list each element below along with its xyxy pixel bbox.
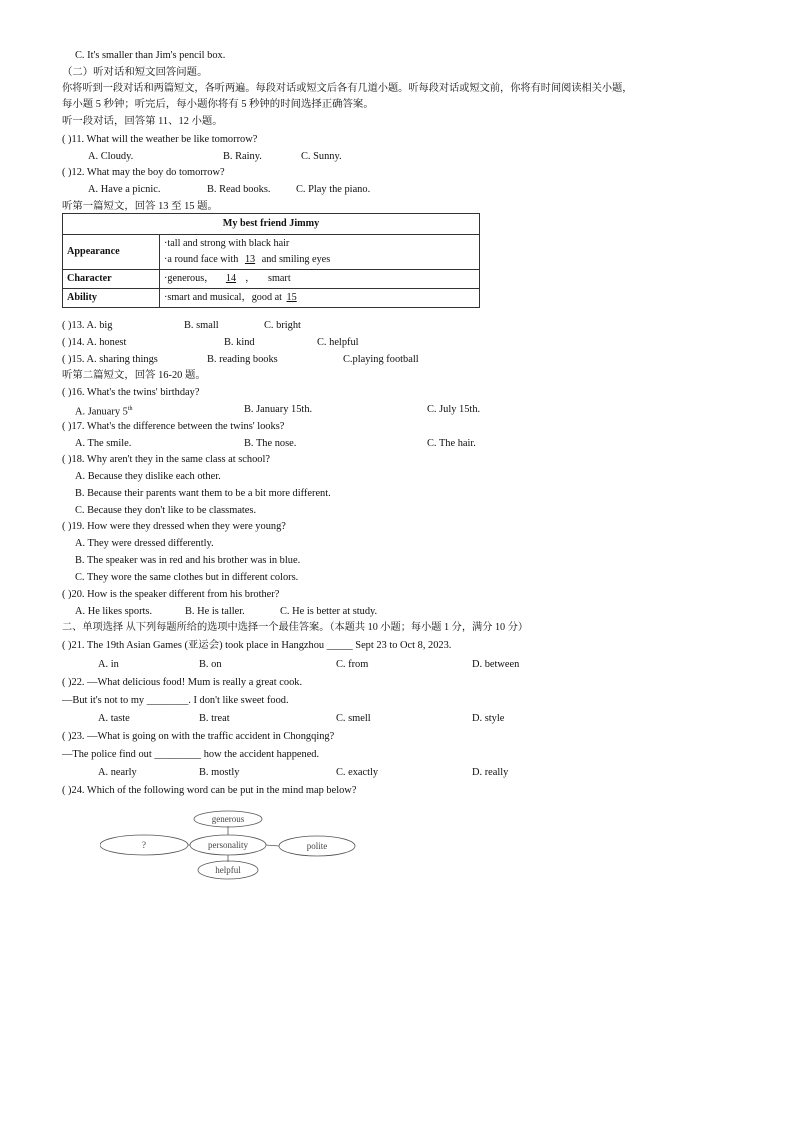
appearance-cell: [160, 235, 480, 270]
character-text-end: ， smart: [245, 273, 291, 284]
q22-stem: ( )22. —What delicious food! Mum is really a great cook.: [62, 677, 303, 688]
q14-stem: ( )14. A. honest: [62, 337, 127, 348]
q17-option-a: A. The smile.: [75, 438, 132, 449]
q12-option-b: B. Read books.: [207, 184, 271, 195]
q23-stem: ( )23. —What is going on with the traffic accident in Chongqing?: [62, 731, 335, 742]
q11-option-a: A. Cloudy.: [88, 151, 134, 162]
mind-map-link-right: [266, 845, 279, 846]
mind-map-node-bottom: helpful: [215, 865, 241, 875]
q21-option-a: A. in: [98, 659, 119, 670]
character-label: Character: [63, 270, 160, 289]
passage1-intro: 听第一篇短文，回答 13 至 15 题。: [62, 201, 218, 212]
q21-stem: ( )21. The 19th Asian Games (亚运会) took place in Hangzhou _____ Sept 23 to Oct 8, 2023.: [62, 640, 452, 651]
q16-option-a: [75, 403, 132, 418]
appearance-label: Appearance: [63, 235, 160, 270]
section-intro-line1: 你将听到一段对话和两篇短文，各听两遍。每段对话或短文后各有几道小题。听每段对话或短文前，你将有时间阅读相关小题，: [62, 83, 633, 94]
q15-stem: ( )15. A. sharing things: [62, 354, 158, 365]
q18-option-c: C. Because they don't like to be classmates.: [75, 505, 257, 516]
blank-15: 15: [286, 292, 297, 303]
q15-option-c: C.playing football: [343, 354, 419, 365]
q21-option-c: C. from: [336, 659, 369, 670]
q20-option-c: C. He is better at study.: [280, 606, 378, 617]
q23-option-b: B. mostly: [199, 767, 240, 778]
q12-option-a: A. Have a picnic.: [88, 184, 161, 195]
mind-map-node-center: personality: [208, 840, 248, 850]
q23-option-d: D. really: [472, 767, 509, 778]
q10-option-c: C. It's smaller than Jim's pencil box.: [75, 50, 226, 61]
q20-option-b: B. He is taller.: [185, 606, 245, 617]
q12-stem: ( )12. What may the boy do tomorrow?: [62, 167, 225, 178]
q18-option-a: A. Because they dislike each other.: [75, 471, 221, 482]
appearance-text-end: and smiling eyes: [259, 254, 331, 265]
q13-stem: ( )13. A. big: [62, 320, 113, 331]
table-title: My best friend Jimmy: [63, 214, 480, 235]
q18-stem: ( )18. Why aren't they in the same class at school?: [62, 454, 270, 465]
character-text: ·generous，: [164, 273, 215, 284]
mind-map-node-top: generous: [211, 814, 245, 824]
blank-13: 13: [244, 254, 256, 265]
mind-map: [100, 802, 370, 884]
mind-map-node-left: ?: [142, 840, 146, 850]
q17-option-b: B. The nose.: [244, 438, 297, 449]
appearance-line1: ·tall and strong with black hair: [164, 238, 290, 249]
q13-option-b: B. small: [184, 320, 219, 331]
q16-option-a-text: A. January 5: [75, 406, 128, 418]
ability-text: ·smart and musical，good at: [164, 292, 285, 303]
q22-option-c: C. smell: [336, 713, 371, 724]
q19-option-b: B. The speaker was in red and his brother was in blue.: [75, 555, 301, 566]
q22-option-a: A. taste: [98, 713, 130, 724]
q16-stem: ( )16. What's the twins' birthday?: [62, 387, 200, 398]
q15-option-b: B. reading books: [207, 354, 278, 365]
character-cell: [160, 270, 480, 289]
q11-option-b: B. Rainy.: [223, 151, 262, 162]
q22-line2: —But it's not to my ________. I don't like sweet food.: [62, 695, 289, 706]
q11-stem: ( )11. What will the weather be like tomorrow?: [62, 134, 258, 145]
q19-option-c: C. They wore the same clothes but in different colors.: [75, 572, 299, 583]
q19-option-a: A. They were dressed differently.: [75, 538, 214, 549]
q23-line2: —The police find out _________ how the accident happened.: [62, 749, 320, 760]
q21-option-d: D. between: [472, 659, 520, 670]
part2-heading: 二、单项选择 从下列每题所给的选项中选择一个最佳答案。（本题共 10 小题；每小题 1 分，满分 10 分）: [62, 622, 529, 633]
q21-option-b: B. on: [199, 659, 222, 670]
q13-option-c: C. bright: [264, 320, 301, 331]
q18-option-b: B. Because their parents want them to be a bit more different.: [75, 488, 331, 499]
q22-option-d: D. style: [472, 713, 505, 724]
ability-cell: [160, 289, 480, 308]
friend-info-table: [62, 213, 480, 308]
appearance-line2: [164, 252, 475, 268]
mind-map-node-right: polite: [306, 841, 328, 851]
passage2-intro: 听第二篇短文，回答 16-20 题。: [62, 370, 206, 381]
section-intro-line2: 每小题 5 秒钟；听完后，每小题你将有 5 秒钟的时间选择正确答案。: [62, 99, 374, 110]
appearance-text: ·a round face with: [164, 254, 241, 265]
section-heading: （二）听对话和短文回答问题。: [62, 67, 208, 78]
blank-14: 14: [225, 273, 237, 284]
q24-stem: ( )24. Which of the following word can be put in the mind map below?: [62, 785, 357, 796]
q16-option-c: C. July 15th.: [427, 404, 481, 415]
q23-option-a: A. nearly: [98, 767, 137, 778]
q19-stem: ( )19. How were they dressed when they were young?: [62, 521, 286, 532]
q23-option-c: C. exactly: [336, 767, 379, 778]
q14-option-c: C. helpful: [317, 337, 359, 348]
q16-option-a-sup: th: [127, 406, 133, 412]
q20-option-a: A. He likes sports.: [75, 606, 153, 617]
q12-option-c: C. Play the piano.: [296, 184, 371, 195]
q14-option-b: B. kind: [224, 337, 255, 348]
q22-option-b: B. treat: [199, 713, 230, 724]
dialog-intro: 听一段对话，回答第 11、12 小题。: [62, 116, 223, 127]
q16-option-b: B. January 15th.: [244, 404, 313, 415]
q17-option-c: C. The hair.: [427, 438, 476, 449]
q17-stem: ( )17. What's the difference between the twins' looks?: [62, 421, 285, 432]
q11-option-c: C. Sunny.: [301, 151, 342, 162]
ability-label: Ability: [63, 289, 160, 308]
q20-stem: ( )20. How is the speaker different from his brother?: [62, 589, 280, 600]
